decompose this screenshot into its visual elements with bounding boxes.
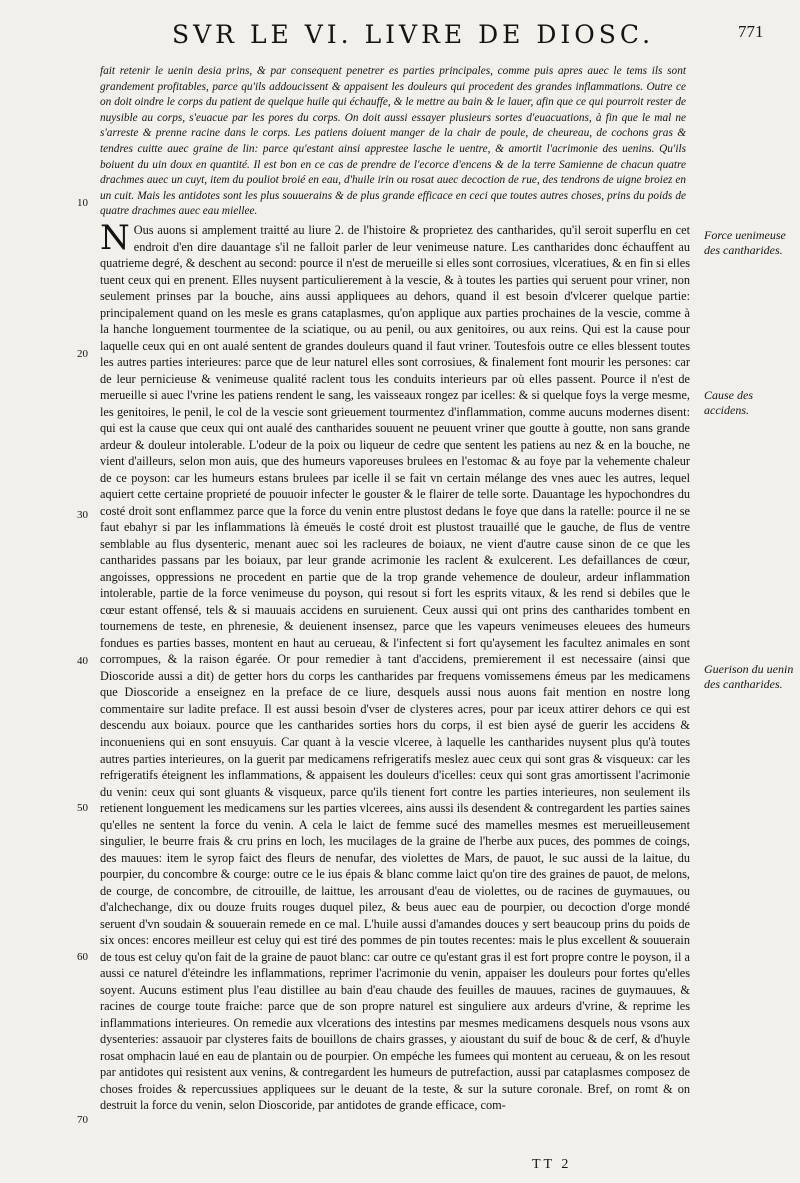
main-paragraph-text: Ous auons si amplement traitté au liure 2. de l'histoire & proprietez des cantharides, qu'il seroit superflu en cet endroit d'en dire dauantage s'il ne falloit parler de leur venimeuse nature. Les cantharides donc échauffent au quatrieme degré, & deschent au second: pource il n'est de merueille si elles sont corrosiues, vlceratiues, & en fin si elles tuent ceux qui en prenent. Elles nuysent particulierement à la vescie, & à toutes les parties qui seruent pour vriner, non seulement prinses par la bouche, ains aussi appliquees au dehors, quand il est besoin d'vlcerer quelque partie: principalement quand on les mesle es grans cataplasmes, qu'on applique aux parties prochaines de la vescie, comme à la hanche longuement tourmentee de la sciatique, ou au penil, ou aux genitoires, ou aux reins. Qui est la cause pour laquelle ceux qui en ont aualé sentent de grandes douleurs quand il faut vriner. Toutesfois outre ce elles blessent toutes les autres parties interieures: parce que de leur naturel elles sont corrosiues, & finalement font mourir les persones: car de leur pernicieuse & venimeuse qualité raclent tous les conduits interieurs par où elles passent. Pource il n'est de merueille si auec l'vrine les patiens rendent le sang, les vaisseaux rongez par icelles: & si quelque foys la verge mesme, les genitoires, le penil, le col de la vescie sont grieuement tourmentez d'inflammation, comme aucuns modernes disent: qui est la cause que ceux qui ont aualé des cantharides souuent ne peuuent vriner que goutte à goutte, non sans grande ardeur & douleur intolerable. L'odeur de la poix ou liqueur de cedre que sentent les patiens au nez & en la bouche, ne vient d'ailleurs, selon mon auis, que des humeurs vaporeuses brulees en l'estomac & au foye par la vehemente chaleur de ce poyson: car les humeurs estans brulees par icelle il se fait vn certain mélange des vnes auec les autres, lequel aquiert cette certaine proprieté de pouuoir infecter le gouster & le flairer de telle sorte. Dauantage les hypochondres du costé droit sont enflammez parce que la force du venin entre plustost dedans le foye que dans la ratelle: pource il ne se faut ebahyr si par les inflammations là émeuës le costé droit est plustost trauaillé que le gauche, de flus de ventre semblable au flus dysenteric, menant auec soi les racleures de boiaux, ne vient d'autre cause sinon de ce que les cantharides passans par les boiaux, par leur grande acrimonie les raclent & exulcerent. Les defaillances de cœur, angoisses, oppressions ne procedent en partie que de la trop grande vehemence de douleur, ardeur inflammation intolerable, partie de la force venimeuse du poyson, qui resout si fort les esprits vitaux, & les rend si debiles que le cœur estant offensé, tels & si mauuais accidens en suruienent. Ceux aussi qui ont prins des cantharides tombent en tournemens de teste, en phrenesie, & deuienent insensez, parce que les vapeurs venimeuses eleuees des humeurs fondues es parties basses, montent en haut au cerueau, & l'infectent si fort qu'aysement les facultez animales en sont corrompues, & la raison égarée. Or pour remedier à tant d'accidens, premierement il est necessaire (ainsi que Dioscoride aussi a dit) de getter hors du corps les cantharides par frequens vomissemens émeus par les medicamens que Dioscoride a enseignez en la preface de ce liure, desquels aussi nous auons fait mention en nostre long commentaire sur ladite preface. Il est aussi besoin d'vser de clysteres acres, pour par iceux attirer dehors ce qui est descendu aux boiaux. pource que les cantharides sorties hors du corps, il est bien aysé de guerir les accidens & inconueniens qui en sont ensuyuis. Car quant à la vescie vlceree, à laquelle les cantharides nuysent plus qu'à toutes autres parties interieures, on la guerit par medicamens refrigeratifs meslez auec ceux qui sont gras & visqueux: car les refrigeratifs éteignent les inflammations, & appaisent les douleurs d'icelles: ceux qui sont gras amortissent l'acrimonie du venin: ceux qui sont gluants & visqueux, parce qu'ils tienent fort contre les parties interieures, non seulement ils retienent longuement les medicamens sur les parties vlcerees, ains aussi ils desendent & contregardent les parties saines qu'elles ne sentent la force du venin. A cela le laict de femme sucé des mamelles mesmes est merueilleusement singulier, le beurre frais & cru prins en loch, les mucilages de la graine de l'herbe aux puces, des pommes de coings, des mauues: item le syrop faict des fleurs de nenufar, des violettes de Mars, de pauot, le suc aussi de la laitue, du pourpier, du concombre & courge: outre ce le ius épais & blanc comme laict qu'on tire des graines de pauot, de melons, de courge, de concombre, de citrouille, de laittue, les arrousant d'eau de violettes, ou de racines de guymauues, ou d'alchechange, dix ou douze fruits rouges duquel pilez, & beus auec eau de pourpier, ou decoction d'orge mondé seruent d'vn soudain & souuerain remede en ce mal. L'huile aussi d'amandes douces y sert beaucoup prins du poids de six onces: encores meilleur est celuy qui est tiré des pommes de pin toutes recentes: mais le plus excellent & souuerain de tous est celuy qu'on fait de la graine de pauot blanc: car outre ce qu'estant gras il est fort propre contre le poyson, il a aussi ce naturel d'éteindre les inflammations, reprimer l'acrimonie du venin, appaiser les douleurs pour fortes qu'elles soyent. Aucuns estiment plus l'eau distillee au bain d'eau chaude des feuilles de mauues, racines de guymauues, & racines de courge toute fraiche: parce que de son propre naturel est singuliere aux ardeurs d'vrine, & reprime les inflammations interieures. On remedie aux vlcerations des intestins par mesmes medicamens desquels nous vsons aux dysenteries: assauoir par clysteres faits de bouillons de chairs grasses, y aioustant du suif de bouc & de cerf, & d'huyle rosat omphacin laué en eau de plantain ou de pourpier. On empéche les fumees qui montent au cerueau, & on les resout par antidotes qui resistent aux venins, & contregardent les humeurs de putrefaction, aussi par cataplasmes composez de choses froides & repercussiues appliquees sur le deuant de la teste, & sur la suture coronale. Bref, on romt & on destruit la force du venin, selon Dioscoride, par antidotes de grande efficace, com- bbox=[100, 223, 690, 1113]
margin-note-guerison: Guerison du uenin des cantharides. bbox=[704, 662, 794, 691]
margin-note-cause: Cause des accidens. bbox=[704, 388, 753, 417]
line-number-50: 50 bbox=[77, 802, 88, 814]
line-number-40: 40 bbox=[77, 655, 88, 667]
commentary-note-block: fait retenir le uenin desia prins, & par consequent penetrer es parties principales, comme puis apres auec le tems ils sont grandement profitables, parce qu'ils addoucissent & appaisent les douleurs qui procedent des grandes inflammations. Outre ce on doit oindre le corps du patient de quelque huile qui échauffe, & le mettre au bain & le lauer, afin que ce qui pourroit rester de nuysible au corps, s'euacue par les pores du corps. On doit aussi essayer plusieurs sortes d'euacuations, à fin que le mal ne s'arreste & prenne racine dans le corps. Les patiens doiuent manger de la chair de poule, de cheureau, de cochons gras & tendres cuitte auec graine de lin: parce qu'estant ainsi apprestee lasche le uentre, & amortit l'acrimonie des uenins. Qu'ils boiuent du uin doux en quantité. Il est bon en ce cas de prendre de l'ecorce d'encens & de la terre Samienne de chacun quatre drachmes auec un cuyt, item du pouliot broié en eau, d'huile irin ou rosat auec decoction de rue, des tendrons de uigne broiez en un cuit. Mais les antidotes sont les plus souuerains & de plus grande efficace en ceci que toutes autres choses, prins du poids de quatre drachmes auec eau miellee. bbox=[100, 65, 686, 218]
page-number: 771 bbox=[738, 22, 764, 41]
main-paragraph bbox=[100, 218, 690, 1114]
running-title: SVR LE VI. LIVRE DE DIOSC. bbox=[172, 20, 655, 49]
line-number-10: 10 bbox=[77, 197, 88, 209]
margin-note-force: Force uenimeuse des cantharides. bbox=[704, 228, 786, 257]
signature-mark: TT 2 bbox=[532, 1157, 572, 1172]
line-number-20: 20 bbox=[77, 348, 88, 360]
line-number-60: 60 bbox=[77, 951, 88, 963]
line-number-70: 70 bbox=[77, 1114, 88, 1126]
drop-cap: N bbox=[100, 218, 130, 258]
line-number-30: 30 bbox=[77, 509, 88, 521]
main-text-block bbox=[100, 218, 690, 1114]
